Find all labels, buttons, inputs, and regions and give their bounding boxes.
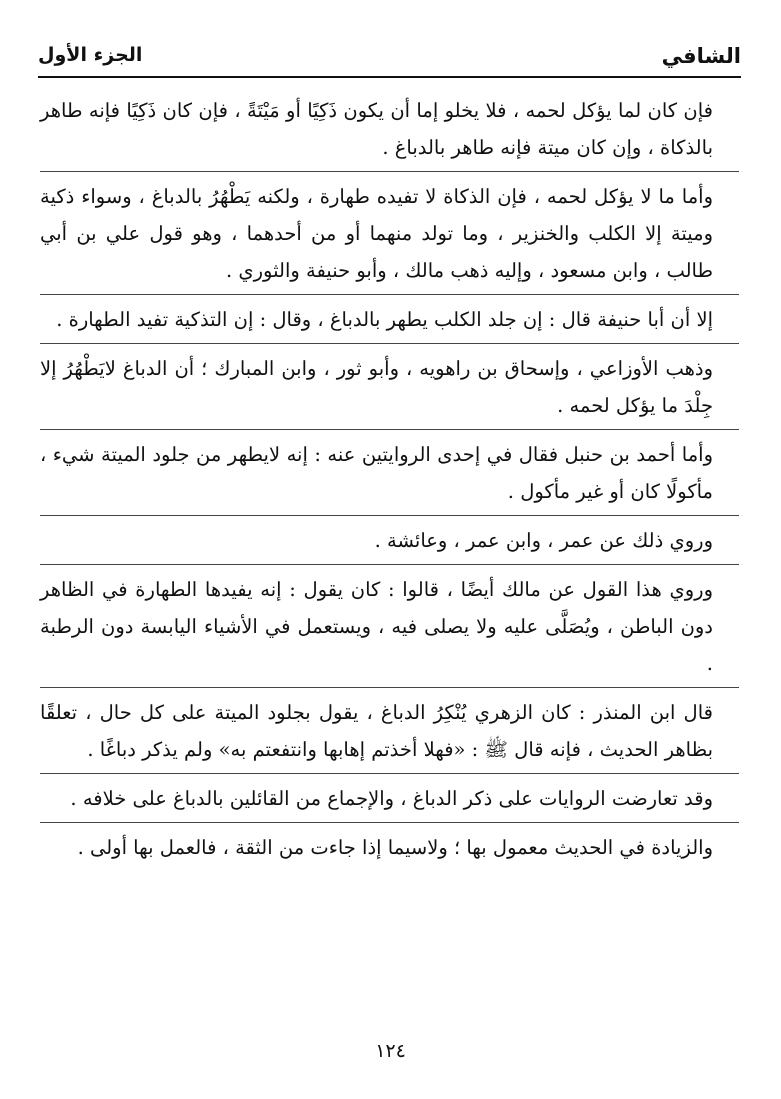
paragraph: والزيادة في الحديث معمول بها ؛ ولاسيما إذا جاءت من الثقة ، فالعمل بها أولى . xyxy=(77,836,713,859)
paragraph: وأما ما لا يؤكل لحمه ، فإن الذكاة لا تفيده طهارة ، ولكنه يَطْهُرُ بالدباغ ، وسواء ذكية وميتة إلا الكلب والخنزير ، وما تولد منهما أو من أحدهما ، وهو قول علي بن أبي طالب ، وابن مسعود ، وإليه ذهب مالك ، وأبو حنيفة والثوري . xyxy=(40,178,739,295)
page-header xyxy=(38,40,741,76)
paragraph: فإن كان لما يؤكل لحمه ، فلا يخلو إما أن يكون ذَكِيًا أو مَيْتَةً ، فإن كان ذَكِيًا فإنه طاهر بالذكاة ، وإن كان ميتة فإنه طاهر بالدباغ . xyxy=(40,92,739,172)
paragraph: وذهب الأوزاعي ، وإسحاق بن راهويه ، وأبو ثور ، وابن المبارك ؛ أن الدباغ لايَطْهُرُ إلا جِلْدَ ما يؤكل لحمه . xyxy=(40,350,739,430)
page-number: ١٢٤ xyxy=(375,1040,406,1062)
paragraph: إلا أن أبا حنيفة قال : إن جلد الكلب يطهر بالدباغ ، وقال : إن التذكية تفيد الطهارة . xyxy=(40,301,739,344)
book-title: الشافي xyxy=(661,44,741,68)
paragraph: قال ابن المنذر : كان الزهري يُنْكِرُ الدباغ ، يقول بجلود الميتة على كل حال ، تعلقًا بظاهر الحديث ، فإنه قال ﷺ : «فهلا أخذتم إهابها وانتفعتم به» ولم يذكر دباغًا . xyxy=(40,694,739,774)
paragraph: وروي هذا القول عن مالك أيضًا ، قالوا : كان يقول : إنه يفيدها الطهارة في الظاهر دون الباطن ، ويُصَلَّى عليه ولا يصلى فيه ، ويستعمل في الأشياء اليابسة دون الرطبة . xyxy=(40,571,739,688)
paragraph: وقد تعارضت الروايات على ذكر الدباغ ، والإجماع من القائلين بالدباغ على خلافه . xyxy=(40,780,739,823)
page-body xyxy=(40,92,739,877)
paragraph: وأما أحمد بن حنبل فقال في إحدى الروايتين عنه : إنه لايطهر من جلود الميتة شيء ، مأكولًا كان أو غير مأكول . xyxy=(40,436,739,516)
volume-label: الجزء الأول xyxy=(38,44,143,66)
header-rule xyxy=(38,76,741,78)
paragraph: وروي ذلك عن عمر ، وابن عمر ، وعائشة . xyxy=(40,522,739,565)
